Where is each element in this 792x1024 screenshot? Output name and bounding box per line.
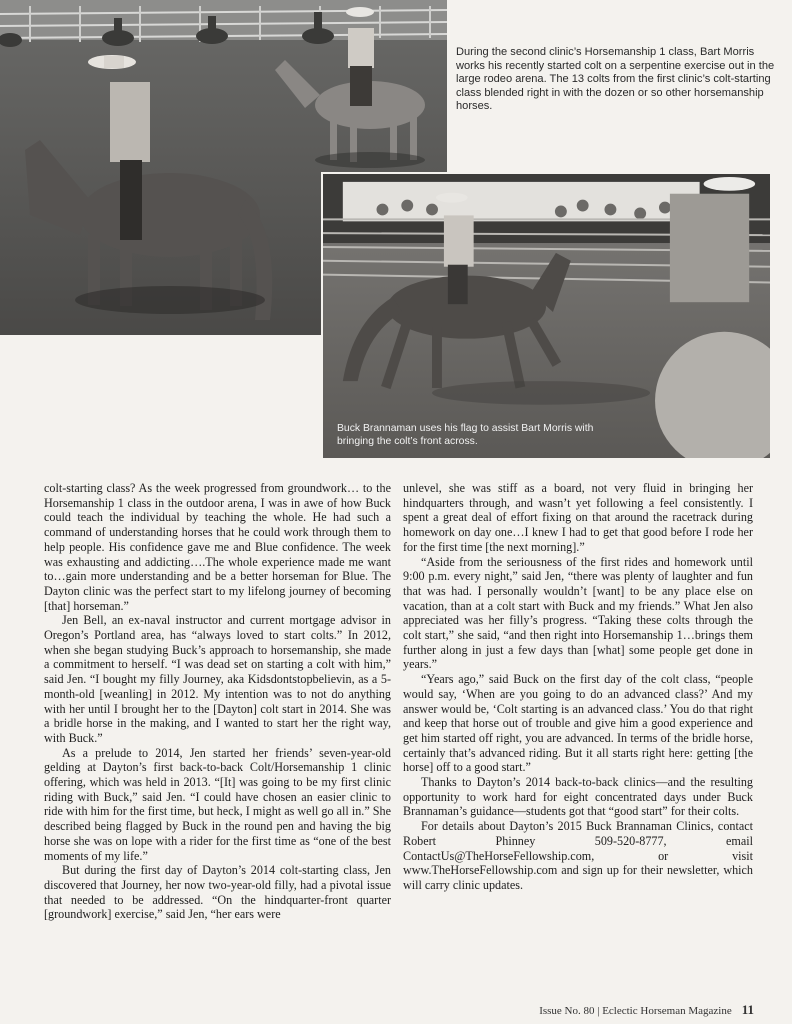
photo-caption-top: During the second clinic’s Horsemanship 1 class, Bart Morris works his recently started colt on a serpentine exercise out in the large rodeo arena. The 13 colts from the first clinic’s colt-starting class blended right in with the dozen or so other horsemanship horses. — [456, 46, 775, 113]
paragraph: For details about Dayton’s 2015 Buck Brannaman Clinics, contact Robert Phinney 509-520-8777, email ContactUs@TheHorseFellowship.com, or visit www.TheHorseFellowship.com and sign up for their newsletter, which will carry clinic updates. — [403, 819, 753, 892]
paragraph: But during the first day of Dayton’s 2014 colt-starting class, Jen discovered that Journey, her now two-year-old filly, had a pivotal issue that needed to be addressed. “On the hindquarter-front quarter [groundwork] exercise,” said Jen, “her ears were — [44, 863, 391, 922]
paragraph: “Aside from the seriousness of the first rides and homework until 9:00 p.m. every night,” said Jen, “there was plenty of laughter and fun that was had. I personally wouldn’t [want] to be any place else on vacation, than at a colt start with Buck and my friends.” What Jen also appreciated was her filly’s progress. “Taking these colts through the colt start,” she said, “and then right into Horsemanship 1…brings them further along in just a few days than [what] some people get done in years.” — [403, 554, 753, 672]
paragraph: colt-starting class? As the week progressed from groundwork… to the Horsemanship 1 class in the outdoor arena, I was in awe of how Buck could teach the individual by teaching the whole. He had such a command of understanding horses that he could work through them to help people. His confidence gave me and Blue confidence. The week was exhausting and addicting….The whole experience made me want to…gain more understanding and be a better horseman for Blue. The Dayton clinic was the perfect start to my lifelong journey of becoming [that] horseman.” — [44, 481, 391, 613]
page-footer — [539, 1002, 754, 1018]
article-column-left — [44, 481, 391, 922]
photo-indoor-arena — [321, 172, 772, 460]
paragraph: unlevel, she was stiff as a board, not very fluid in bringing her hindquarters through, and wasn’t yet following a feel consistently. I spent a great deal of effort fixing on that around the racetrack during homework on day one…I knew I had to get that good before I rode her for the first time [the next morning].” — [403, 481, 753, 554]
paragraph: As a prelude to 2014, Jen started her friends’ seven-year-old gelding at Dayton’s first back-to-back Colt/Horsemanship 1 clinic offering, which was held in 2013. “[It] was going to be my first clinic riding with Buck,” said Jen. “I could have chosen an easier clinic to ride with him for the first time, but heck, I might as well go all in.” She described being flagged by Buck in the round pen and having the big horse she was on lope with a rider for the first time as “one of the best moments of my life.” — [44, 745, 391, 863]
paragraph: “Years ago,” said Buck on the first day of the colt class, “people would say, ‘When are you going to do an advanced class?’ And my answer would be, ‘Colt starting is an advanced class.’ You do that right and keep that horse out of trouble and give him a good experience and get him started off right, you are advanced. In terms of the bridle horse, certainly that’s advanced riding. But it all starts right here: getting [the horse] off to a good start.” — [403, 672, 753, 775]
issue-label: Issue No. 80 | Eclectic Horseman Magazine — [539, 1005, 732, 1017]
paragraph: Thanks to Dayton’s 2014 back-to-back clinics—and the resulting opportunity to work hard for eight concentrated days under Buck Brannaman’s guidance—students got that “good start” for their colts. — [403, 775, 753, 819]
page-number: 11 — [741, 1002, 754, 1017]
photo-caption-overlay: Buck Brannaman uses his flag to assist Bart Morris with bringing the colt’s front across. — [337, 423, 594, 447]
article-column-right — [403, 481, 753, 893]
paragraph: Jen Bell, an ex-naval instructor and current mortgage advisor in Oregon’s Portland area, has “always loved to start colts.” In 2012, when she began studying Buck’s approach to horsemanship, she made a commitment to herself. “I was dead set on starting a colt with him,” said Jen. “I bought my filly Journey, aka Kidsdontstopbelievin, as a 5-month-old [weanling] in 2012. My intention was to not do anything with her until I brought her to the [Dayton] colt start in 2014. She was a bridle horse in the making, and I wanted to start her the right way, with Buck.” — [44, 613, 391, 745]
